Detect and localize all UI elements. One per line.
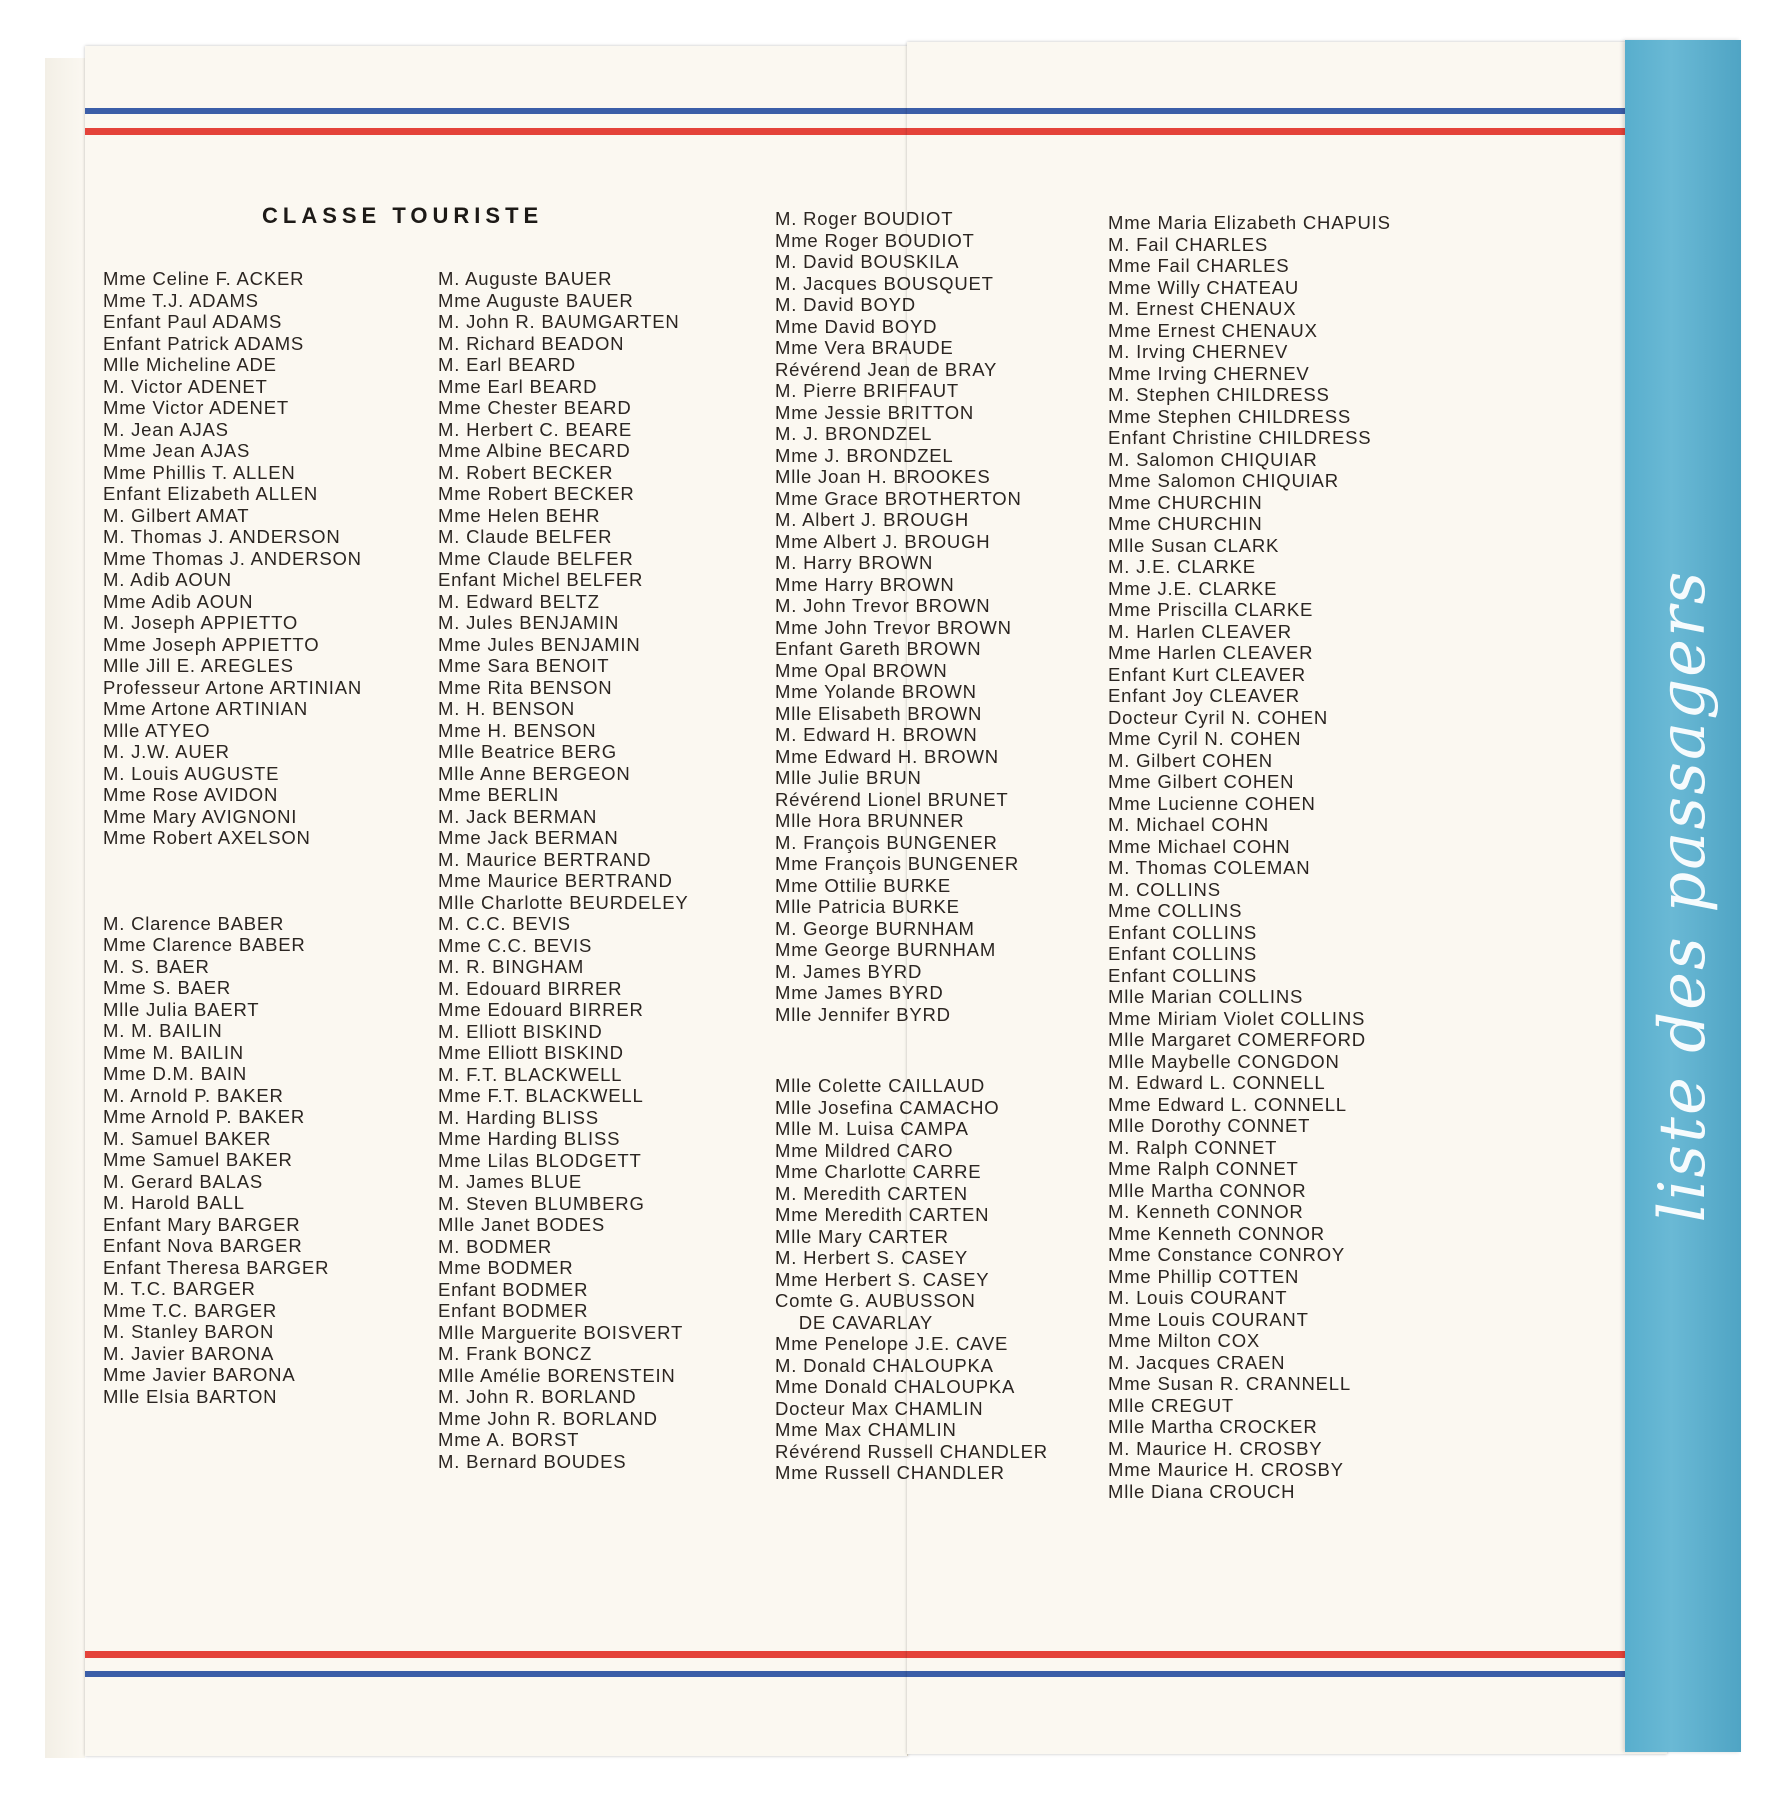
passenger-entry: Comte G. AUBUSSON	[775, 1290, 976, 1311]
passenger-entry: Mme Edward H. BROWN	[775, 745, 999, 767]
passenger-entry: Mme Adib AOUN	[103, 590, 254, 612]
passenger-entry: Mme Willy CHATEAU	[1108, 276, 1300, 298]
passenger-entry: M. Thomas COLEMAN	[1108, 857, 1311, 878]
passenger-entry: Mlle Diana CROUCH	[1108, 1480, 1296, 1502]
passenger-entry: M. Donald CHALOUPKA	[775, 1354, 994, 1376]
passenger-entry: Mlle Dorothy CONNET	[1108, 1115, 1311, 1136]
passenger-entry: M. Harding BLISS	[438, 1106, 599, 1128]
passenger-entry: Mme Arnold P. BAKER	[103, 1106, 305, 1127]
passenger-entry: Enfant Joy CLEAVER	[1108, 685, 1300, 706]
passenger-entry: M. Herbert S. CASEY	[775, 1247, 969, 1268]
passenger-entry: M. George BURNHAM	[775, 917, 975, 939]
passenger-entry: Mme George BURNHAM	[775, 939, 997, 960]
passenger-column-4	[1108, 212, 1391, 1502]
passenger-entry: M. Steven BLUMBERG	[438, 1192, 645, 1214]
passenger-entry: Mlle Josefina CAMACHO	[775, 1096, 1000, 1118]
passenger-entry: M. J.W. AUER	[103, 741, 230, 762]
passenger-entry: Mlle Martha CROCKER	[1108, 1416, 1318, 1437]
passenger-entry: M. Louis AUGUSTE	[103, 762, 280, 784]
passenger-entry: Enfant Nova BARGER	[103, 1235, 303, 1256]
passenger-entry: M. Thomas J. ANDERSON	[103, 526, 341, 547]
passenger-entry: M. François BUNGENER	[775, 831, 998, 853]
passenger-entry: Mme J.E. CLARKE	[1108, 577, 1278, 599]
passenger-entry: Révérend Jean de BRAY	[775, 358, 998, 380]
passenger-entry: Mme Harding BLISS	[438, 1128, 621, 1149]
passenger-entry: M. C.C. BEVIS	[438, 913, 571, 934]
passenger-entry: M. Michael COHN	[1108, 814, 1270, 835]
passenger-entry: M. BODMER	[438, 1235, 553, 1257]
passenger-entry: Mlle Patricia BURKE	[775, 896, 960, 917]
passenger-entry: Mme Samuel BAKER	[103, 1149, 293, 1170]
passenger-entry: Mme Albert J. BROUGH	[775, 530, 991, 552]
passenger-entry: Mme François BUNGENER	[775, 853, 1019, 874]
passenger-entry: M. Maurice BERTRAND	[438, 848, 652, 870]
passenger-entry: Révérend Russell CHANDLER	[775, 1440, 1048, 1462]
passenger-entry: M. Edward L. CONNELL	[1108, 1072, 1326, 1093]
passenger-entry: Enfant Elizabeth ALLEN	[103, 483, 319, 504]
passenger-entry: DE CAVARLAY	[775, 1311, 933, 1333]
passenger-entry: Mlle Beatrice BERG	[438, 741, 617, 762]
passenger-entry: M. Albert J. BROUGH	[775, 509, 970, 530]
passenger-entry: Mlle Julia BAERT	[103, 998, 260, 1020]
passenger-entry: Mme Donald CHALOUPKA	[775, 1376, 1016, 1397]
passenger-entry: Mme John Trevor BROWN	[775, 616, 1012, 638]
passenger-entry: Mme Michael COHN	[1108, 835, 1291, 857]
passenger-entry: M. T.C. BARGER	[103, 1278, 256, 1299]
passenger-entry: Mme Russell CHANDLER	[775, 1462, 1005, 1483]
passenger-entry: Mme Clarence BABER	[103, 934, 306, 955]
section-heading: CLASSE TOURISTE	[262, 203, 544, 228]
passenger-entry: M. Robert BECKER	[438, 461, 614, 483]
passenger-entry: Mme Opal BROWN	[775, 659, 948, 681]
passenger-entry: Mme Claude BELFER	[438, 547, 634, 569]
passenger-entry: Mme Phillip COTTEN	[1108, 1265, 1300, 1287]
passenger-entry: Enfant Patrick ADAMS	[103, 332, 305, 354]
passenger-entry: M. Salomon CHIQUIAR	[1108, 448, 1318, 470]
passenger-entry: Docteur Max CHAMLIN	[775, 1397, 984, 1419]
passenger-entry: M. James BYRD	[775, 960, 923, 982]
passenger-entry: M. Edward BELTZ	[438, 590, 600, 612]
passenger-entry: Mme S. BAER	[103, 977, 232, 998]
passenger-entry: Mme Roger BOUDIOT	[775, 229, 975, 251]
top-stripes-left	[85, 108, 907, 134]
passenger-entry: Mlle ATYEO	[103, 719, 211, 741]
passenger-list-tab	[1625, 40, 1741, 1752]
passenger-entry: Mme Gilbert COHEN	[1108, 771, 1295, 792]
passenger-entry: M. Javier BARONA	[103, 1342, 275, 1364]
passenger-entry: Mme Ralph CONNET	[1108, 1158, 1299, 1179]
passenger-entry: Mme Victor ADENET	[103, 397, 289, 418]
passenger-entry: Enfant Theresa BARGER	[103, 1256, 330, 1278]
passenger-entry: Mme Salomon CHIQUIAR	[1108, 470, 1339, 491]
passenger-entry: Mlle Elsia BARTON	[103, 1385, 278, 1407]
passenger-entry: Mme Priscilla CLARKE	[1108, 599, 1314, 620]
passenger-entry: Révérend Lionel BRUNET	[775, 788, 1009, 810]
passenger-entry: Mme Penelope J.E. CAVE	[775, 1333, 1009, 1354]
passenger-entry: Mme James BYRD	[775, 982, 944, 1003]
passenger-entry: Mme Irving CHERNEV	[1108, 362, 1310, 384]
passenger-entry: M. Joseph APPIETTO	[103, 612, 299, 633]
passenger-entry: Enfant Michel BELFER	[438, 569, 644, 590]
passenger-entry: Mme Yolande BROWN	[775, 681, 977, 702]
passenger-entry: M. Meredith CARTEN	[775, 1182, 968, 1204]
passenger-entry: M. Ernest CHENAUX	[1108, 298, 1297, 319]
passenger-entry: Mlle Jill E. AREGLES	[103, 655, 294, 676]
passenger-entry: Mme Harlen CLEAVER	[1108, 642, 1314, 663]
passenger-entry: M. Samuel BAKER	[103, 1127, 272, 1149]
passenger-entry: Enfant Gareth BROWN	[775, 638, 982, 659]
passenger-entry: Mme Max CHAMLIN	[775, 1419, 957, 1440]
passenger-entry: M. Jacques CRAEN	[1108, 1351, 1286, 1373]
passenger-entry: Mme COLLINS	[1108, 900, 1243, 921]
passenger-entry: Mme Kenneth CONNOR	[1108, 1222, 1325, 1244]
passenger-entry: M. Claude BELFER	[438, 526, 613, 547]
passenger-entry: Enfant Paul ADAMS	[103, 311, 283, 332]
passenger-entry: M. James BLUE	[438, 1171, 583, 1192]
passenger-entry: Mlle Martha CONNOR	[1108, 1179, 1307, 1201]
passenger-entry: M. Louis COURANT	[1108, 1287, 1288, 1308]
passenger-entry: M. Harold BALL	[103, 1192, 245, 1213]
passenger-entry: M. COLLINS	[1108, 878, 1221, 900]
passenger-entry: M. Auguste BAUER	[438, 268, 613, 289]
passenger-entry: Enfant COLLINS	[1108, 921, 1257, 943]
passenger-entry: Mme BODMER	[438, 1257, 574, 1278]
group-spacer	[103, 849, 362, 913]
passenger-entry: Mme Milton COX	[1108, 1330, 1261, 1351]
passenger-entry: M. Gerard BALAS	[103, 1170, 264, 1192]
passenger-entry: M. David BOUSKILA	[775, 251, 960, 272]
passenger-entry: Mme Earl BEARD	[438, 375, 598, 397]
group-spacer	[775, 1025, 1048, 1075]
passenger-entry: Enfant BODMER	[438, 1278, 589, 1300]
passenger-entry: M. Richard BEADON	[438, 332, 625, 354]
top-stripes-right	[907, 108, 1667, 134]
passenger-entry: Mme BERLIN	[438, 784, 560, 805]
passenger-entry: M. Kenneth CONNOR	[1108, 1201, 1304, 1222]
passenger-entry: Mme Rita BENSON	[438, 676, 613, 698]
passenger-column-1	[103, 268, 362, 1407]
passenger-entry: Mme Jessie BRITTON	[775, 401, 975, 423]
passenger-entry: Mlle Maybelle CONGDON	[1108, 1050, 1340, 1072]
passenger-entry: Mme Joseph APPIETTO	[103, 633, 320, 655]
passenger-entry: Mme Phillis T. ALLEN	[103, 461, 296, 483]
bottom-stripes-right	[907, 1651, 1667, 1677]
passenger-entry: M. Gilbert AMAT	[103, 504, 250, 526]
passenger-entry: M. H. BENSON	[438, 698, 576, 719]
passenger-entry: Docteur Cyril N. COHEN	[1108, 706, 1329, 728]
passenger-entry: M. Herbert C. BEARE	[438, 418, 633, 440]
passenger-entry: Mme Lilas BLODGETT	[438, 1149, 642, 1171]
passenger-entry: Mme Miriam Violet COLLINS	[1108, 1007, 1366, 1029]
passenger-entry: Mme Cyril N. COHEN	[1108, 728, 1302, 749]
passenger-entry: M. J. BRONDZEL	[775, 423, 933, 444]
passenger-entry: Mme Artone ARTINIAN	[103, 698, 309, 719]
passenger-entry: Mme Herbert S. CASEY	[775, 1268, 990, 1290]
passenger-entry: Mme C.C. BEVIS	[438, 934, 593, 956]
passenger-entry: Mme David BOYD	[775, 315, 938, 337]
passenger-entry: M. Maurice H. CROSBY	[1108, 1437, 1323, 1459]
passenger-entry: Mme Jules BENJAMIN	[438, 633, 641, 655]
passenger-entry: M. Jack BERMAN	[438, 805, 598, 827]
passenger-entry: Mme F.T. BLACKWELL	[438, 1085, 644, 1106]
passenger-column-3	[775, 208, 1048, 1484]
passenger-entry: M. Gilbert COHEN	[1108, 749, 1273, 771]
passenger-entry: Mme Sara BENOIT	[438, 655, 610, 676]
passenger-entry: Mme Stephen CHILDRESS	[1108, 405, 1352, 427]
passenger-entry: Mme H. BENSON	[438, 719, 597, 741]
passenger-entry: Mme Jack BERMAN	[438, 827, 619, 848]
passenger-entry: M. Stephen CHILDRESS	[1108, 384, 1330, 405]
passenger-entry: Enfant BODMER	[438, 1300, 589, 1321]
passenger-entry: Mme Elliott BISKIND	[438, 1042, 624, 1063]
passenger-entry: Mme A. BORST	[438, 1429, 580, 1450]
passenger-entry: Mlle Mary CARTER	[775, 1225, 949, 1247]
passenger-entry: M. John Trevor BROWN	[775, 595, 991, 616]
passenger-entry: Mme Robert BECKER	[438, 483, 635, 504]
page-edge	[45, 58, 85, 1758]
passenger-entry: Mme Ernest CHENAUX	[1108, 319, 1318, 341]
passenger-entry: Mlle Hora BRUNNER	[775, 810, 965, 831]
passenger-entry: Mme Mary AVIGNONI	[103, 805, 298, 827]
passenger-entry: M. Ralph CONNET	[1108, 1136, 1278, 1158]
passenger-entry: Mme John R. BORLAND	[438, 1407, 658, 1429]
passenger-entry: Mlle M. Luisa CAMPA	[775, 1118, 969, 1139]
passenger-entry: Mme Edouard BIRRER	[438, 999, 644, 1020]
passenger-entry: Enfant Mary BARGER	[103, 1213, 301, 1235]
passenger-entry: Mlle Margaret COMERFORD	[1108, 1029, 1366, 1050]
passenger-entry: M. M. BAILIN	[103, 1020, 223, 1041]
passenger-entry: Mlle Colette CAILLAUD	[775, 1075, 986, 1096]
passenger-entry: Mme Rose AVIDON	[103, 784, 279, 805]
passenger-entry: M. R. BINGHAM	[438, 956, 585, 977]
tab-title: liste des passagers	[1646, 569, 1720, 1223]
passenger-entry: Mlle Anne BERGEON	[438, 762, 631, 784]
passenger-entry: M. Clarence BABER	[103, 912, 285, 934]
passenger-entry: Mme Maurice H. CROSBY	[1108, 1459, 1344, 1480]
passenger-entry: Mlle Elisabeth BROWN	[775, 702, 983, 724]
passenger-entry: Mme Mildred CARO	[775, 1139, 954, 1161]
passenger-entry: M. F.T. BLACKWELL	[438, 1063, 623, 1085]
passenger-entry: Mlle Micheline ADE	[103, 354, 277, 375]
passenger-entry: M. Adib AOUN	[103, 569, 232, 590]
passenger-entry: Mlle Marguerite BOISVERT	[438, 1321, 684, 1343]
passenger-entry: Enfant Kurt CLEAVER	[1108, 663, 1306, 685]
passenger-entry: Mme Louis COURANT	[1108, 1308, 1309, 1330]
passenger-entry: M. Stanley BARON	[103, 1321, 275, 1342]
passenger-entry: Mme Constance CONROY	[1108, 1244, 1346, 1265]
passenger-entry: Mme Albine BECARD	[438, 440, 631, 461]
passenger-entry: Mme Maurice BERTRAND	[438, 870, 673, 891]
passenger-entry: Mme Thomas J. ANDERSON	[103, 547, 362, 569]
passenger-entry: M. Jules BENJAMIN	[438, 612, 620, 633]
passenger-entry: M. Irving CHERNEV	[1108, 341, 1289, 362]
passenger-entry: Mme M. BAILIN	[103, 1041, 244, 1063]
passenger-entry: M. John R. BORLAND	[438, 1386, 637, 1407]
passenger-entry: M. John R. BAUMGARTEN	[438, 311, 680, 332]
passenger-entry: M. Frank BONCZ	[438, 1343, 593, 1364]
passenger-entry: Mme T.C. BARGER	[103, 1299, 278, 1321]
passenger-entry: Mlle Jennifer BYRD	[775, 1003, 951, 1025]
passenger-entry: M. J.E. CLARKE	[1108, 556, 1256, 577]
passenger-entry: Mlle Joan H. BROOKES	[775, 466, 991, 487]
passenger-entry: Mme CHURCHIN	[1108, 513, 1263, 534]
passenger-entry: Mme Harry BROWN	[775, 573, 955, 595]
passenger-entry: Enfant COLLINS	[1108, 964, 1257, 986]
passenger-entry: M. David BOYD	[775, 294, 916, 315]
passenger-entry: Mme Ottilie BURKE	[775, 874, 952, 896]
passenger-entry: M. Jean AJAS	[103, 418, 229, 440]
passenger-entry: Mme Susan R. CRANNELL	[1108, 1373, 1351, 1394]
passenger-entry: M. Roger BOUDIOT	[775, 208, 954, 229]
passenger-entry: M. Fail CHARLES	[1108, 233, 1269, 255]
passenger-entry: M. Elliott BISKIND	[438, 1020, 603, 1042]
passenger-entry: Mme Fail CHARLES	[1108, 255, 1290, 276]
passenger-entry: M. Pierre BRIFFAUT	[775, 380, 959, 401]
passenger-entry: Mme Grace BROTHERTON	[775, 487, 1022, 509]
passenger-entry: Enfant COLLINS	[1108, 943, 1257, 964]
passenger-entry: M. Earl BEARD	[438, 354, 576, 375]
passenger-entry: Mme CHURCHIN	[1108, 491, 1263, 513]
passenger-entry: Mme Jean AJAS	[103, 440, 251, 461]
passenger-entry: M. Harry BROWN	[775, 552, 934, 573]
passenger-entry: Professeur Artone ARTINIAN	[103, 676, 363, 698]
passenger-entry: M. S. BAER	[103, 955, 210, 977]
passenger-entry: Mlle CREGUT	[1108, 1394, 1234, 1416]
passenger-entry: M. Bernard BOUDES	[438, 1450, 627, 1472]
passenger-entry: Mme T.J. ADAMS	[103, 289, 259, 311]
passenger-entry: Mlle Marian COLLINS	[1108, 986, 1304, 1007]
passenger-entry: Mlle Amélie BORENSTEIN	[438, 1364, 676, 1386]
passenger-entry: Mme Chester BEARD	[438, 397, 632, 418]
passenger-entry: Mme Robert AXELSON	[103, 827, 311, 848]
passenger-entry: Mlle Janet BODES	[438, 1214, 606, 1235]
passenger-entry: M. Edward H. BROWN	[775, 724, 978, 745]
passenger-entry: M. Arnold P. BAKER	[103, 1084, 284, 1106]
passenger-entry: M. Edouard BIRRER	[438, 977, 623, 999]
passenger-entry: Mme D.M. BAIN	[103, 1063, 248, 1084]
passenger-entry: Enfant Christine CHILDRESS	[1108, 427, 1372, 448]
passenger-entry: M. Victor ADENET	[103, 375, 268, 397]
passenger-entry: Mme Celine F. ACKER	[103, 268, 305, 289]
passenger-entry: Mme Auguste BAUER	[438, 289, 634, 311]
passenger-entry: Mme Vera BRAUDE	[775, 337, 954, 358]
bottom-stripes-left	[85, 1651, 907, 1677]
passenger-entry: M. Harlen CLEAVER	[1108, 620, 1292, 642]
passenger-entry: Mlle Charlotte BEURDELEY	[438, 891, 689, 913]
passenger-entry: Mme Charlotte CARRE	[775, 1161, 982, 1182]
passenger-entry: Mme Maria Elizabeth CHAPUIS	[1108, 212, 1391, 233]
passenger-entry: Mme J. BRONDZEL	[775, 444, 954, 466]
passenger-entry: Mme Edward L. CONNELL	[1108, 1093, 1347, 1115]
passenger-column-2	[438, 268, 689, 1472]
passenger-entry: Mlle Susan CLARK	[1108, 534, 1280, 556]
passenger-entry: Mme Javier BARONA	[103, 1364, 296, 1385]
passenger-entry: Mme Helen BEHR	[438, 504, 601, 526]
passenger-entry: Mlle Julie BRUN	[775, 767, 922, 788]
passenger-entry: Mme Lucienne COHEN	[1108, 792, 1316, 814]
passenger-entry: Mme Meredith CARTEN	[775, 1204, 990, 1225]
passenger-entry: M. Jacques BOUSQUET	[775, 272, 994, 294]
